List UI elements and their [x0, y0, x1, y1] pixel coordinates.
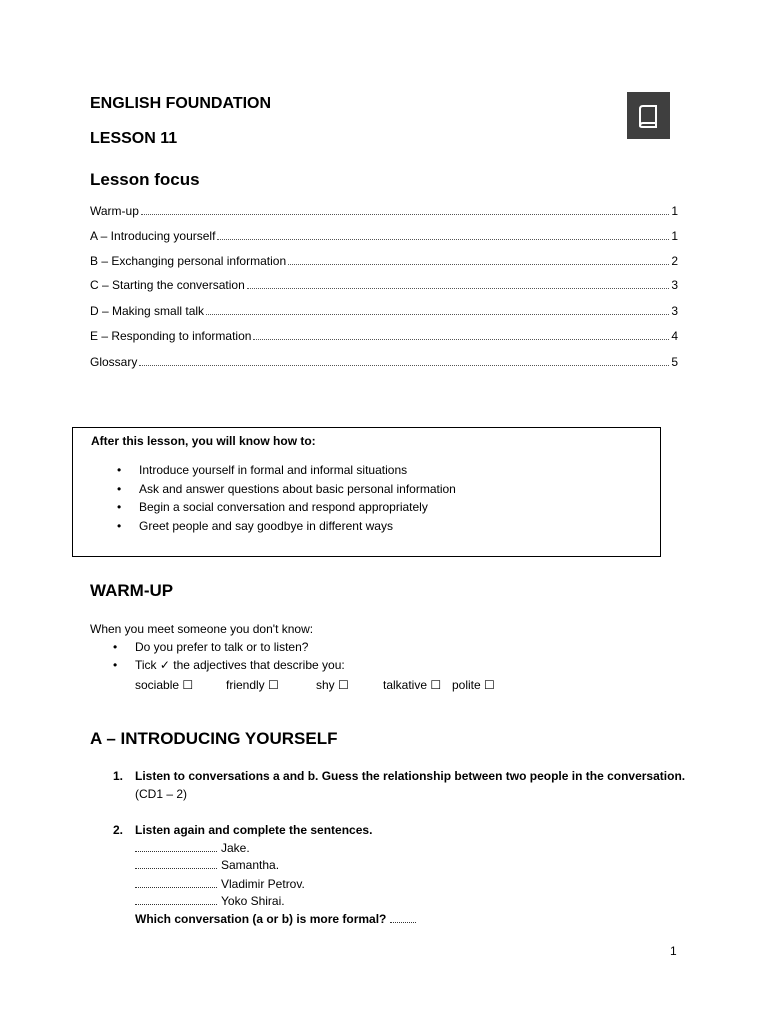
answer-blank[interactable]	[135, 841, 217, 852]
toc-leader	[253, 339, 669, 340]
answer-blank[interactable]	[390, 912, 416, 923]
toc-leader	[217, 239, 669, 240]
toc-entry[interactable]	[90, 227, 678, 243]
fill-in-name: Samantha.	[221, 858, 280, 872]
lesson-number: LESSON 11	[90, 130, 178, 147]
toc-entry[interactable]	[90, 276, 678, 292]
bullet-icon: •	[113, 640, 118, 654]
page-number: 1	[670, 944, 677, 958]
fill-in-line	[135, 841, 250, 855]
toc-label: Warm-up	[90, 204, 139, 218]
exercise-number: 1.	[113, 769, 124, 783]
book-icon	[627, 92, 670, 139]
toc-leader	[141, 214, 669, 215]
outcomes-title: After this lesson, you will know how to:	[91, 434, 316, 448]
answer-blank[interactable]	[135, 894, 217, 905]
adjective-checkbox[interactable]: polite ☐	[452, 678, 495, 692]
toc-label: E – Responding to information	[90, 329, 252, 343]
learning-outcomes-box	[72, 427, 661, 557]
toc-page: 3	[671, 278, 678, 292]
fill-in-line	[135, 858, 279, 872]
toc-page: 1	[671, 229, 678, 243]
formality-question	[135, 912, 416, 926]
toc-entry[interactable]	[90, 202, 678, 218]
toc-entry[interactable]	[90, 302, 678, 318]
exercise-1-instruction: Listen to conversations a and b. Guess the relationship between two people in the conversation.	[135, 769, 686, 783]
toc-page: 4	[671, 329, 678, 343]
toc-leader	[288, 264, 669, 265]
course-title: ENGLISH FOUNDATION	[90, 95, 272, 112]
toc-entry[interactable]	[90, 252, 678, 268]
fill-in-name: Jake.	[221, 841, 250, 855]
toc-leader	[206, 314, 669, 315]
toc-page: 2	[671, 254, 678, 268]
warmup-question-text: Tick ✓ the adjectives that describe you:	[135, 658, 345, 672]
toc-entry[interactable]	[90, 327, 678, 343]
bullet-icon: •	[113, 658, 118, 672]
toc-label: D – Making small talk	[90, 304, 205, 318]
fill-in-line	[135, 894, 285, 908]
section-a-heading: A – INTRODUCING YOURSELF	[90, 729, 338, 748]
adjective-checkbox[interactable]: talkative ☐	[383, 678, 442, 692]
bullet-icon: •	[117, 482, 122, 496]
outcome-text: Introduce yourself in formal and informal situations	[139, 463, 408, 477]
toc-page: 3	[671, 304, 678, 318]
exercise-number: 2.	[113, 823, 124, 837]
lesson-focus-heading: Lesson focus	[90, 170, 200, 189]
adjective-checkbox[interactable]: sociable ☐	[135, 678, 194, 692]
toc-page: 1	[671, 204, 678, 218]
toc-label: C – Starting the conversation	[90, 278, 245, 292]
warmup-intro: When you meet someone you don't know:	[90, 622, 314, 636]
toc-leader	[139, 365, 669, 366]
bullet-icon: •	[117, 463, 122, 477]
toc-label: Glossary	[90, 355, 138, 369]
answer-blank[interactable]	[135, 877, 217, 888]
answer-blank[interactable]	[135, 858, 217, 869]
fill-in-name: Yoko Shirai.	[221, 894, 285, 908]
toc-label: A – Introducing yourself	[90, 229, 216, 243]
exercise-2-instruction: Listen again and complete the sentences.	[135, 823, 373, 837]
bullet-icon: •	[117, 519, 122, 533]
outcome-text: Greet people and say goodbye in different ways	[139, 519, 393, 533]
bullet-icon: •	[117, 500, 122, 514]
fill-in-line	[135, 877, 305, 891]
formality-question-text: Which conversation (a or b) is more formal?	[135, 912, 387, 926]
fill-in-name: Vladimir Petrov.	[221, 877, 305, 891]
outcome-text: Begin a social conversation and respond appropriately	[139, 500, 428, 514]
audio-reference: (CD1 – 2)	[135, 787, 188, 801]
toc-leader	[247, 288, 670, 289]
outcome-text: Ask and answer questions about basic personal information	[139, 482, 456, 496]
toc-entry[interactable]	[90, 353, 678, 369]
warmup-question-text: Do you prefer to talk or to listen?	[135, 640, 309, 654]
adjective-checkbox[interactable]: friendly ☐	[226, 678, 279, 692]
toc-label: B – Exchanging personal information	[90, 254, 287, 268]
toc-page: 5	[671, 355, 678, 369]
adjective-checkbox[interactable]: shy ☐	[316, 678, 349, 692]
warmup-heading: WARM-UP	[90, 581, 174, 600]
